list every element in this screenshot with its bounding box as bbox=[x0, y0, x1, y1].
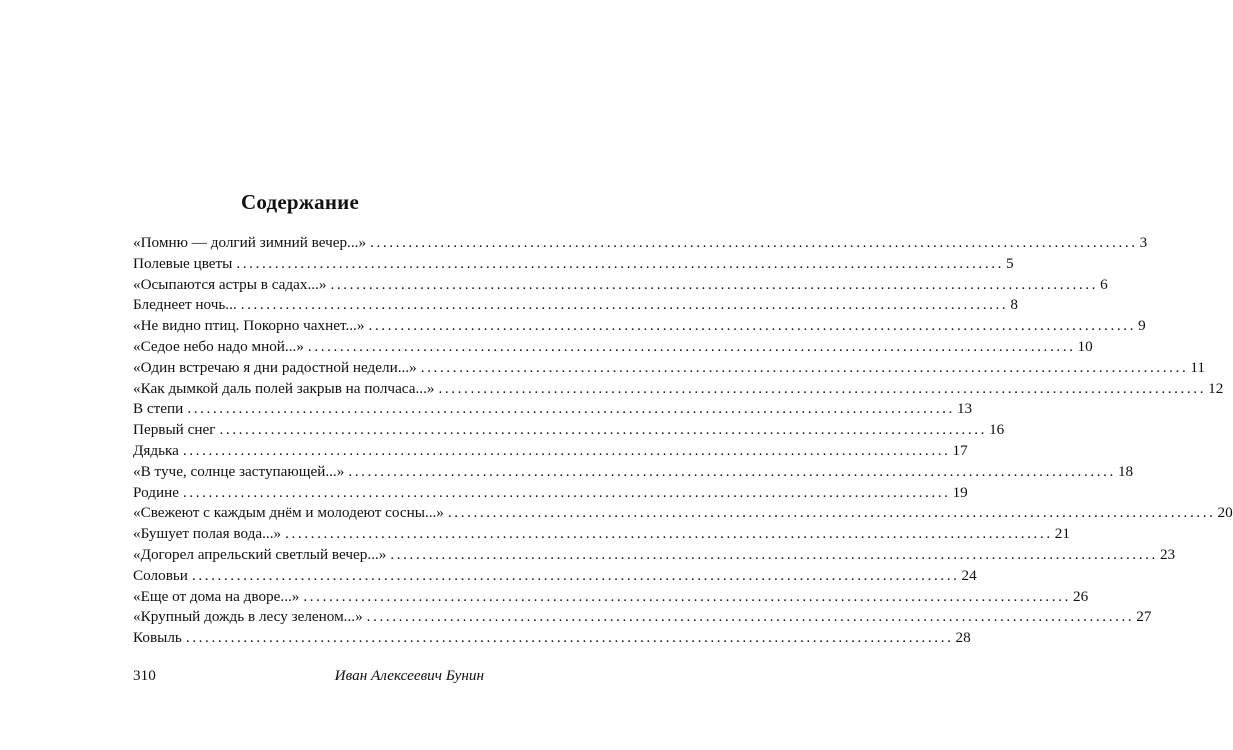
toc-leader-dots: ........................................................................................................................ bbox=[390, 545, 1158, 563]
toc-leader-dots: ........................................................................................................................ bbox=[182, 441, 951, 459]
toc-entry-title: «Как дымкой даль полей закрыв на полчаса...» bbox=[133, 379, 435, 397]
toc-entry-page: 18 bbox=[1117, 462, 1134, 480]
toc-entry-title: Бледнеет ночь... bbox=[133, 296, 237, 314]
toc-entry bbox=[133, 254, 1014, 275]
toc-entry bbox=[133, 399, 973, 420]
toc-entry-page: 13 bbox=[956, 400, 973, 418]
toc-entry-page: 27 bbox=[1136, 608, 1152, 626]
toc-leader-dots: ........................................................................................................................ bbox=[240, 296, 1009, 314]
toc-entry-page: 28 bbox=[955, 629, 971, 647]
toc-entry-title: Соловьи bbox=[133, 566, 188, 584]
toc-entry-page: 11 bbox=[1190, 358, 1205, 376]
toc-leader-dots: ........................................................................................................................ bbox=[420, 358, 1189, 376]
toc-leader-dots: ........................................................................................................................ bbox=[236, 254, 1005, 272]
toc-entry-page: 3 bbox=[1139, 234, 1148, 251]
toc-entry-title: «Догорел апрельский светлый вечер...» bbox=[133, 545, 387, 563]
toc-entry bbox=[133, 628, 971, 649]
toc-leader-dots: ........................................................................................................................ bbox=[370, 234, 1138, 251]
toc-entry-title: В степи bbox=[133, 400, 184, 418]
toc-entry-page: 9 bbox=[1138, 317, 1146, 335]
running-header-author: Иван Алексеевич Бунин bbox=[334, 667, 484, 684]
toc-entry bbox=[133, 275, 1108, 296]
table-of-contents bbox=[133, 233, 1233, 649]
toc-leader-dots: ........................................................................................................................ bbox=[348, 462, 1116, 480]
toc-leader-dots: ........................................................................................................................ bbox=[307, 337, 1076, 355]
toc-entry-title: Дядька bbox=[133, 441, 179, 459]
toc-entry-page: 10 bbox=[1077, 337, 1093, 355]
toc-leader-dots: ........................................................................................................................ bbox=[303, 587, 1072, 605]
toc-entry-title: «Седое небо надо мной...» bbox=[133, 337, 304, 355]
toc-entry-page: 16 bbox=[989, 421, 1005, 439]
toc-entry-page: 21 bbox=[1054, 525, 1070, 543]
toc-entry-page: 12 bbox=[1208, 379, 1224, 397]
toc-entry bbox=[133, 316, 1146, 337]
toc-entry bbox=[133, 295, 1018, 316]
toc-leader-dots: ........................................................................................................................ bbox=[185, 629, 954, 647]
toc-entry-title: «Бушует полая вода...» bbox=[133, 525, 282, 543]
toc-leader-dots: ........................................................................................................................ bbox=[330, 275, 1099, 293]
toc-entry bbox=[133, 607, 1152, 628]
toc-leader-dots: ........................................................................................................................ bbox=[447, 504, 1216, 522]
toc-leader-dots: ........................................................................................................................ bbox=[368, 317, 1137, 335]
toc-entry-title: «Один встречаю я дни радостной недели...» bbox=[133, 358, 417, 376]
toc-entry-title: «Свежеют с каждым днём и молодеют сосны...» bbox=[133, 504, 444, 522]
toc-entry bbox=[133, 566, 977, 587]
toc-leader-dots: ........................................................................................................................ bbox=[182, 483, 951, 501]
toc-entry bbox=[133, 420, 1005, 441]
toc-entry bbox=[133, 462, 1134, 483]
toc-entry bbox=[133, 337, 1093, 358]
toc-entry-page: 26 bbox=[1073, 587, 1089, 605]
toc-entry-title: «Не видно птиц. Покорно чахнет...» bbox=[133, 317, 365, 335]
toc-entry-page: 17 bbox=[952, 441, 968, 459]
toc-leader-dots: ........................................................................................................................ bbox=[191, 566, 960, 584]
toc-entry-title: Родине bbox=[133, 483, 179, 501]
toc-entry-title: Ковыль bbox=[133, 629, 182, 647]
toc-entry-page: 19 bbox=[952, 483, 968, 501]
toc-entry-page: 5 bbox=[1006, 254, 1014, 272]
toc-entry-title: Полевые цветы bbox=[133, 254, 233, 272]
toc-entry bbox=[133, 358, 1205, 379]
toc-leader-dots: ........................................................................................................................ bbox=[438, 379, 1207, 397]
toc-entry bbox=[133, 587, 1089, 608]
toc-entry-page: 20 bbox=[1217, 504, 1233, 522]
toc-entry-title: «Крупный дождь в лесу зеленом...» bbox=[133, 608, 363, 626]
toc-entry-title: «Помню — долгий зимний вечер...» bbox=[133, 234, 367, 251]
toc-leader-dots: ........................................................................................................................ bbox=[285, 525, 1053, 543]
page-number: 310 bbox=[133, 667, 156, 684]
toc-entry-title: «В туче, солнце заступающей...» bbox=[133, 462, 345, 480]
toc-entry-page: 6 bbox=[1100, 275, 1108, 293]
toc-leader-dots: ........................................................................................................................ bbox=[187, 400, 955, 418]
toc-leader-dots: ........................................................................................................................ bbox=[366, 608, 1135, 626]
toc-entry-title: «Осыпаются астры в садах...» bbox=[133, 275, 327, 293]
toc-entry-title: «Еще от дома на дворе...» bbox=[133, 587, 300, 605]
toc-entry bbox=[133, 379, 1224, 400]
toc-entry bbox=[133, 233, 1148, 254]
page-title: Содержание bbox=[241, 190, 359, 214]
toc-entry-page: 24 bbox=[961, 566, 977, 584]
toc-entry-page: 23 bbox=[1159, 545, 1176, 563]
toc-entry bbox=[133, 545, 1176, 566]
toc-leader-dots: ........................................................................................................................ bbox=[219, 421, 988, 439]
toc-entry bbox=[133, 483, 968, 504]
toc-entry-page: 8 bbox=[1010, 296, 1018, 314]
toc-entry bbox=[133, 503, 1233, 524]
toc-entry-title: Первый снег bbox=[133, 421, 216, 439]
toc-entry bbox=[133, 441, 968, 462]
toc-entry bbox=[133, 524, 1070, 545]
